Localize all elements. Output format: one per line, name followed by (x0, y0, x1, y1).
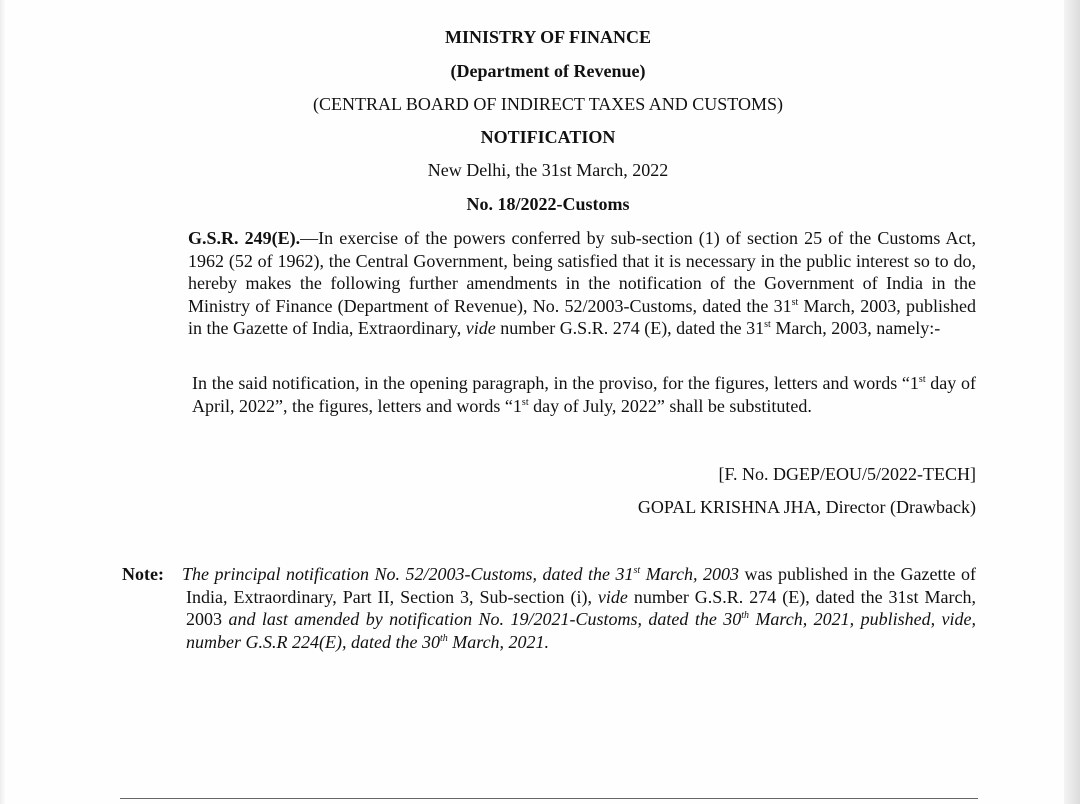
notification-heading: NOTIFICATION (480, 127, 616, 147)
paragraph-1: G.S.R. 249(E).—In exercise of the powers conferred by sub-section (1) of section 25 of the Customs Act, 1962 (52 of 1962), the Central Government, being satisfied that it is necessary in the public interest so to do, hereby makes the following further amendments in the notification of the Government of India in the Ministry of Finance (Department of Revenue), No. 52/2003-Customs, dated the 31st March, 2003, published in the Gazette of India, Extraordinary, vide number G.S.R. 274 (E), dated the 31st March, 2003, namely:- (188, 228, 976, 338)
place-date: New Delhi, the 31st March, 2022 (427, 160, 669, 180)
file-number: [F. No. DGEP/EOU/5/2022-TECH] (718, 464, 976, 484)
gsr-reference: G.S.R. 249(E). (188, 228, 301, 248)
ministry-title: MINISTRY OF FINANCE (444, 27, 652, 47)
notification-number: No. 18/2022-Customs (466, 194, 630, 214)
note-section (122, 563, 976, 653)
bottom-rule (120, 798, 978, 799)
department-title: (Department of Revenue) (450, 61, 646, 81)
paragraph-2: In the said notification, in the opening paragraph, in the proviso, for the figures, letters and words “1st day of April, 2022”, the figures, letters and words “1st day of July, 2022” shall be substituted. (192, 373, 977, 416)
signatory: GOPAL KRISHNA JHA, Director (Drawback) (637, 497, 976, 517)
note-label: Note: (122, 564, 164, 584)
board-title: (CENTRAL BOARD OF INDIRECT TAXES AND CUSTOMS) (313, 94, 783, 114)
page-left-edge (0, 0, 6, 804)
page-right-edge (1064, 0, 1080, 804)
note-text: The principal notification No. 52/2003-Customs, dated the 31st March, 2003 was published in the Gazette of India, Extraordinary, Part II, Section 3, Sub-section (i), vide number G.S.R. 274 (E), dated the 31st March, 2003 and last amended by notification No. 19/2021-Customs, dated the 30th March, 2021, published, vide, number G.S.R 224(E), dated the 30th March, 2021. (182, 564, 977, 652)
